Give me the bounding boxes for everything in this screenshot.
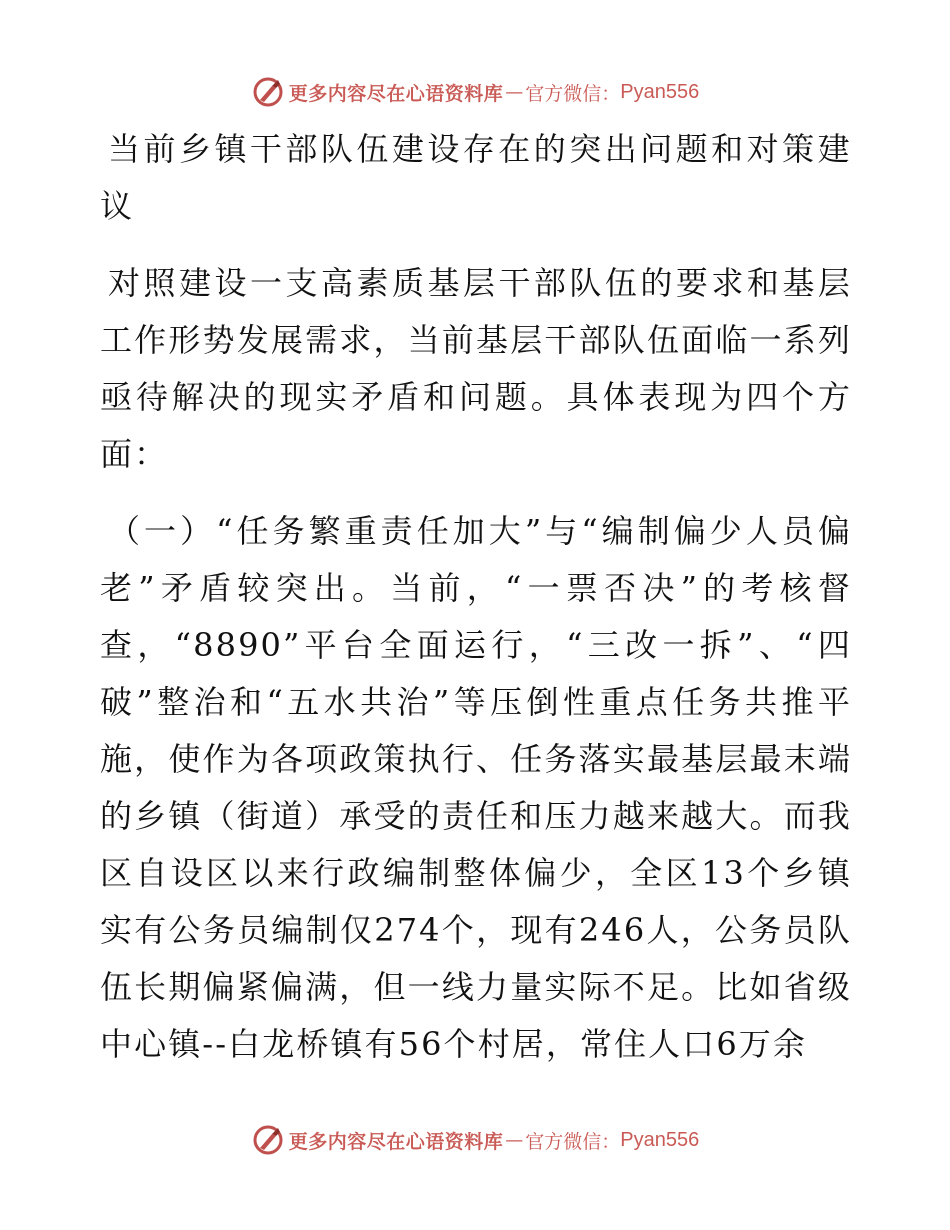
section-one-paragraph: （一）“任务繁重责任加大”与“编制偏少人员偏老”矛盾较突出。当前，“一票否决”的考核督查，“8890”平台全面运行，“三改一拆”、“四破”整治和“五水共治”等压倒性重点任务共推平施，使作为各项政策执行、任务落实最基层最末端的乡镇（街道）承受的责任和压力越来越大。而我区自设区以来行政编制整体偏少，全区13个乡镇实有公务员编制仅274个，现有246人，公务员队伍长期偏紧偏满，但一线力量实际不足。比如省级中心镇--白龙桥镇有56个村居，常住人口6万余 [100,512,852,1063]
watermark-wechat-id: Pyan556 [620,80,700,103]
intro-paragraph: 对照建设一支高素质基层干部队伍的要求和基层工作形势发展需求，当前基层干部队伍面临一系列亟待解决的现实矛盾和问题。具体表现为四个方面： [100,264,852,473]
watermark-official-label: 官方微信： [525,82,621,105]
watermark-official-label: 官方微信： [525,1130,621,1153]
document-title: 当前乡镇干部队伍建设存在的突出问题和对策建议 [100,130,852,225]
pen-logo-icon [251,75,285,109]
footer-watermark [0,1120,950,1160]
pen-logo-icon [251,1123,285,1157]
watermark-library-text: 更多内容尽在心语资料库 [288,82,504,105]
paragraph-gap [100,235,852,255]
header-watermark [0,72,950,112]
watermark-dash: — [505,81,524,103]
watermark-library-text: 更多内容尽在心语资料库 [288,1130,504,1153]
document-body [100,121,852,1073]
watermark-wechat-id: Pyan556 [620,1128,700,1151]
watermark-dash: — [505,1129,524,1151]
paragraph-gap [100,483,852,503]
